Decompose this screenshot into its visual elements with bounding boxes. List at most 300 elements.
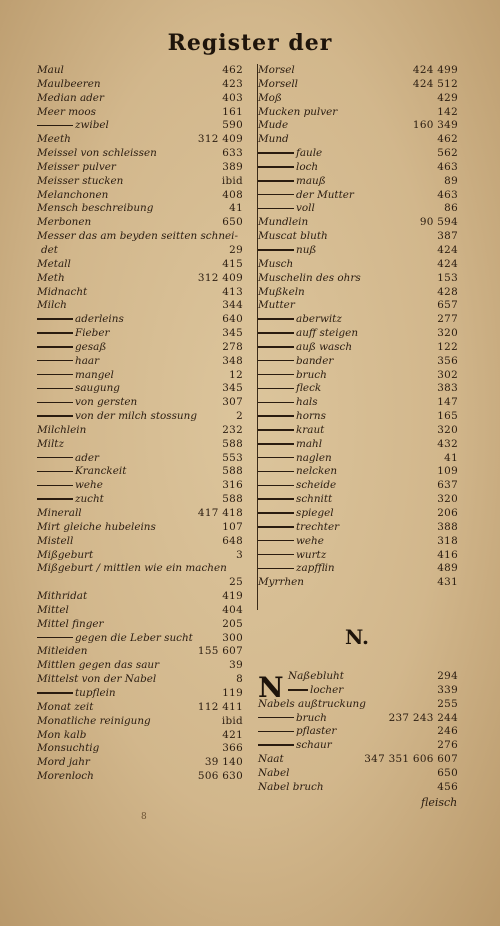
- index-entry: [37, 729, 243, 743]
- ditto-dash: [37, 402, 73, 404]
- entry-label: [258, 507, 334, 521]
- ditto-dash: [37, 346, 73, 348]
- page-reference: 356: [437, 354, 458, 367]
- ditto-dash: [258, 388, 294, 390]
- section-letter: N.: [345, 625, 369, 649]
- entry-text: Morenloch: [37, 770, 94, 783]
- entry-text: schnitt: [296, 493, 333, 506]
- index-entry: [258, 299, 458, 313]
- entry-label: [37, 161, 116, 175]
- entry-label: [37, 147, 157, 161]
- entry-text: Meissel von schleissen: [37, 147, 157, 160]
- entry-label: [37, 106, 96, 120]
- entry-text: naglen: [296, 451, 332, 464]
- index-entry: [258, 286, 458, 300]
- entry-text: Milchlein: [37, 423, 87, 436]
- entry-text: Mensch beschreibung: [37, 202, 154, 215]
- entry-text: Muscat bluth: [258, 230, 328, 243]
- index-entry: [258, 133, 458, 147]
- entry-text: voll: [296, 202, 315, 215]
- ditto-dash: [258, 360, 294, 362]
- page-reference: 320: [437, 423, 458, 436]
- index-entry: [258, 78, 458, 92]
- page-reference: 122: [437, 340, 458, 353]
- page-reference: 637: [437, 479, 458, 492]
- entry-text: Minerall: [37, 507, 82, 519]
- ditto-dash: [258, 526, 294, 528]
- ditto-dash: [37, 332, 73, 334]
- entry-label: [258, 521, 339, 535]
- entry-text: Mude: [258, 119, 289, 132]
- index-entry: [37, 299, 243, 313]
- index-entry: [37, 673, 243, 687]
- ditto-dash: [288, 689, 308, 691]
- entry-label: [37, 299, 67, 313]
- entry-label: [37, 438, 64, 452]
- entry-label: [258, 216, 308, 230]
- index-entry: [37, 244, 243, 258]
- entry-text: Mithridat: [37, 590, 88, 603]
- index-entry: [258, 767, 458, 781]
- ditto-dash: [258, 180, 294, 182]
- entry-text: Monatliche reinigung: [37, 714, 151, 727]
- entry-label: [37, 175, 123, 189]
- ditto-dash: [37, 318, 73, 320]
- entry-text: von der milch stossung: [75, 410, 197, 423]
- index-entry: [37, 216, 243, 230]
- page-reference: 416: [437, 548, 458, 561]
- entry-text: Mundlein: [258, 216, 309, 229]
- page-reference: 429: [437, 91, 458, 104]
- entry-label: [37, 327, 109, 341]
- ditto-dash: [37, 388, 73, 390]
- entry-text: Mißgeburt: [37, 548, 94, 561]
- entry-text: Monat zeit: [37, 700, 94, 713]
- entry-label: [37, 230, 238, 244]
- page-reference: 86: [444, 202, 458, 215]
- index-entry: [37, 576, 243, 590]
- entry-label: [258, 313, 342, 327]
- index-entry: [258, 258, 458, 272]
- index-entry: [37, 715, 243, 729]
- catchword: fleisch: [421, 796, 458, 809]
- entry-label: [258, 781, 324, 795]
- index-entry: [258, 576, 458, 590]
- ditto-dash: [258, 554, 294, 556]
- entry-text: Fieber: [75, 327, 110, 340]
- ditto-dash: [258, 208, 294, 210]
- page-reference: 41: [444, 451, 458, 464]
- page-reference: 424: [437, 257, 458, 270]
- entry-label: [258, 92, 282, 106]
- page-reference: 419: [222, 590, 243, 603]
- index-entry: [37, 632, 243, 646]
- entry-text: Musch: [258, 257, 294, 270]
- index-entry: [37, 286, 243, 300]
- page-reference: 294: [437, 670, 458, 682]
- entry-text: Milch: [37, 299, 67, 312]
- entry-label: [258, 272, 361, 286]
- index-entry: [258, 465, 458, 479]
- page-reference: 112 411: [197, 700, 243, 713]
- page-reference: 165: [437, 410, 458, 423]
- entry-text: Meer moos: [37, 105, 96, 118]
- index-entry: [258, 562, 458, 576]
- page-reference: 506 630: [197, 770, 243, 783]
- entry-label: [37, 729, 86, 743]
- entry-text: mauß: [296, 174, 326, 187]
- entry-label: [37, 410, 197, 424]
- index-entry: [258, 781, 458, 795]
- entry-text: Meisser stucken: [37, 174, 124, 187]
- entry-text: aberwitz: [296, 313, 342, 326]
- page-reference: 404: [222, 603, 243, 616]
- entry-text: trechter: [296, 520, 340, 533]
- page-reference: 462: [437, 133, 458, 146]
- index-entry: [37, 272, 243, 286]
- index-entry: [37, 756, 243, 770]
- index-entry: [37, 258, 243, 272]
- entry-label: [37, 119, 109, 133]
- page-reference: 316: [222, 479, 243, 492]
- page-reference: 553: [222, 451, 243, 464]
- index-entry: [258, 230, 458, 244]
- index-entry: [258, 549, 458, 563]
- entry-label: [258, 725, 336, 739]
- index-entry: [258, 119, 458, 133]
- page-reference: 12: [229, 368, 243, 381]
- entry-label: [37, 341, 106, 355]
- entry-text: pflaster: [296, 725, 337, 738]
- index-entry: [37, 521, 243, 535]
- entry-text: Moß: [258, 91, 282, 104]
- entry-text: Meeth: [37, 133, 71, 146]
- ditto-dash: [37, 637, 73, 639]
- index-entry: [258, 725, 458, 739]
- entry-text: bruch: [296, 368, 327, 381]
- entry-label: [37, 687, 116, 701]
- entry-text: Mistell: [37, 534, 74, 547]
- entry-label: [37, 286, 87, 300]
- entry-label: [258, 382, 321, 396]
- entry-label: [258, 369, 327, 383]
- index-entry: [258, 739, 458, 753]
- entry-label: [258, 712, 327, 726]
- ditto-dash: [258, 318, 294, 320]
- page-reference: 339: [437, 683, 458, 696]
- page-reference: 463: [437, 160, 458, 173]
- page-reference: 89: [444, 174, 458, 187]
- index-entry: [37, 133, 243, 147]
- index-entry: [37, 687, 243, 701]
- index-entry: [37, 230, 243, 244]
- entry-label: [37, 507, 82, 521]
- index-entry: [37, 355, 243, 369]
- page-reference: 320: [437, 493, 458, 506]
- ditto-dash: [37, 415, 73, 417]
- page-reference: 90 594: [419, 216, 458, 229]
- page-reference: 300: [222, 631, 243, 644]
- signature-mark: 8: [141, 812, 147, 822]
- index-entry: [258, 396, 458, 410]
- entry-label: [37, 659, 159, 673]
- ditto-dash: [258, 744, 294, 746]
- index-entry: [37, 507, 243, 521]
- page-reference: 39: [229, 659, 243, 672]
- index-entry: [37, 424, 243, 438]
- entry-label: [258, 396, 318, 410]
- index-entry: [258, 410, 458, 424]
- index-entry: [37, 604, 243, 618]
- page-reference: 142: [437, 105, 458, 118]
- entry-text: bruch: [296, 711, 327, 724]
- entry-text: Monsuchtig: [37, 742, 100, 755]
- ditto-dash: [258, 249, 294, 251]
- entry-label: [37, 632, 193, 646]
- entry-text: Mittel finger: [37, 617, 104, 630]
- index-entry: [37, 645, 243, 659]
- entry-text: aderleins: [75, 313, 124, 326]
- page-reference: 366: [222, 742, 243, 755]
- page-reference: 345: [222, 382, 243, 395]
- entry-text: Melanchonen: [37, 188, 109, 201]
- entry-text: Median ader: [37, 91, 104, 104]
- ditto-dash: [258, 443, 294, 445]
- index-entry: [258, 452, 458, 466]
- index-entry: [37, 119, 243, 133]
- page-reference: 41: [229, 202, 243, 215]
- entry-text: Nabel: [258, 766, 290, 779]
- page-reference: 107: [222, 520, 243, 533]
- left-column: [37, 64, 243, 784]
- entry-text: loch: [296, 160, 319, 173]
- ditto-dash: [258, 194, 294, 196]
- entry-text: ader: [75, 451, 99, 464]
- page-reference: 640: [222, 313, 243, 326]
- entry-text: nuß: [296, 243, 317, 256]
- entry-label: [37, 549, 93, 563]
- entry-text: wehe: [75, 479, 103, 492]
- index-entry: [37, 590, 243, 604]
- ditto-dash: [258, 512, 294, 514]
- entry-text: Messer das am beyden seitten schnei-: [37, 230, 238, 243]
- entry-label: [288, 670, 344, 684]
- page-reference: 153: [437, 271, 458, 284]
- entry-text: mahl: [296, 437, 323, 450]
- entry-text: faule: [296, 147, 323, 160]
- page-reference: 417 418: [197, 507, 243, 519]
- entry-text: saugung: [75, 382, 120, 395]
- entry-text: auff steigen: [296, 327, 359, 340]
- page-reference: 205: [222, 617, 243, 630]
- index-entry: [37, 410, 243, 424]
- page-reference: 276: [437, 739, 458, 752]
- index-entry: [37, 382, 243, 396]
- page-reference: 590: [222, 119, 243, 132]
- entry-label: [258, 175, 326, 189]
- entry-label: [258, 355, 333, 369]
- entry-label: [258, 258, 293, 272]
- page-reference: 312 409: [197, 271, 243, 284]
- entry-label: [258, 424, 324, 438]
- index-entry: [37, 535, 243, 549]
- entry-label: [37, 701, 93, 715]
- page-reference: 388: [437, 520, 458, 533]
- page-reference: 588: [222, 493, 243, 506]
- entry-label: [37, 355, 99, 369]
- entry-label: [258, 230, 328, 244]
- ditto-dash: [258, 717, 294, 719]
- entry-label: [37, 756, 90, 770]
- index-entry: [37, 175, 243, 189]
- entry-label: [258, 189, 354, 203]
- index-entry: [258, 382, 458, 396]
- entry-label: [258, 452, 332, 466]
- index-entry: [258, 684, 458, 698]
- ditto-dash: [258, 374, 294, 376]
- page-reference: ibid: [221, 174, 243, 187]
- entry-label: [288, 684, 343, 698]
- entry-label: [258, 64, 295, 78]
- page-reference: 3: [236, 548, 243, 561]
- entry-text: Kranckeit: [75, 465, 127, 478]
- index-entry: [37, 369, 243, 383]
- page-reference: 403: [222, 91, 243, 104]
- page-reference: 312 409: [197, 133, 243, 146]
- entry-text: hals: [296, 396, 318, 409]
- entry-text: wurtz: [296, 548, 327, 561]
- entry-text: Mirt gleiche hubeleins: [37, 520, 156, 533]
- entry-text: Mittelst von der Nabel: [37, 673, 157, 686]
- entry-text: Morsell: [258, 77, 298, 90]
- entry-label: [37, 452, 99, 466]
- index-entry: [37, 78, 243, 92]
- entry-text: Maul: [37, 64, 64, 76]
- index-entry: [258, 479, 458, 493]
- entry-label: [37, 493, 104, 507]
- entry-label: [258, 147, 322, 161]
- entry-text: kraut: [296, 423, 325, 436]
- entry-text: zucht: [75, 493, 104, 506]
- ditto-dash: [37, 374, 73, 376]
- entry-label: [258, 299, 295, 313]
- index-entry: [258, 272, 458, 286]
- page-reference: 348: [222, 354, 243, 367]
- ditto-dash: [258, 402, 294, 404]
- entry-text: Mißgeburt / mittlen wie ein machen: [37, 562, 227, 575]
- entry-label: [258, 535, 324, 549]
- page-reference: 237 243 244: [388, 711, 458, 724]
- index-entry: [37, 465, 243, 479]
- entry-text: Myrrhen: [258, 576, 304, 589]
- right-column: [258, 64, 458, 590]
- entry-label: [37, 313, 124, 327]
- entry-text: von gersten: [75, 396, 138, 409]
- page-reference: 278: [222, 340, 243, 353]
- n-section-column: [258, 670, 458, 795]
- page-reference: 489: [437, 562, 458, 575]
- entry-label: [258, 493, 332, 507]
- entry-text: gegen die Leber sucht: [75, 631, 193, 644]
- entry-text: Mund: [258, 133, 289, 146]
- ditto-dash: [258, 346, 294, 348]
- index-entry: [258, 753, 458, 767]
- ditto-dash: [37, 125, 73, 127]
- entry-label: [37, 562, 227, 576]
- entry-label: [37, 673, 156, 687]
- index-entry: [37, 396, 243, 410]
- index-entry: [258, 670, 458, 684]
- entry-label: [258, 562, 335, 576]
- entry-label: [258, 767, 289, 781]
- page-reference: 588: [222, 465, 243, 478]
- page-reference: 320: [437, 327, 458, 340]
- page-reference: 344: [222, 299, 243, 312]
- page-reference: 160 349: [412, 119, 458, 132]
- index-entry: [37, 452, 243, 466]
- entry-text: fleck: [296, 382, 322, 395]
- entry-text: Metall: [37, 257, 71, 270]
- page-reference: 657: [437, 299, 458, 312]
- index-entry: [37, 493, 243, 507]
- index-entry: [258, 161, 458, 175]
- entry-text: Merbonen: [37, 216, 92, 229]
- entry-label: [258, 119, 288, 133]
- page-reference: 413: [222, 285, 243, 298]
- entry-label: [258, 739, 332, 753]
- entry-label: [37, 396, 137, 410]
- entry-label: [37, 521, 156, 535]
- ditto-dash: [258, 498, 294, 500]
- ditto-dash: [258, 731, 294, 733]
- entry-text: Mutter: [258, 299, 295, 312]
- page-reference: 383: [437, 382, 458, 395]
- index-entry: [258, 147, 458, 161]
- entry-label: [37, 715, 151, 729]
- index-entry: [258, 535, 458, 549]
- entry-label: [37, 258, 71, 272]
- index-entry: [258, 355, 458, 369]
- entry-text: Mord jahr: [37, 756, 90, 769]
- entry-text: Midnacht: [37, 285, 88, 298]
- entry-label: [258, 202, 315, 216]
- entry-label: [37, 92, 104, 106]
- entry-label: [37, 465, 126, 479]
- page-reference: 109: [437, 465, 458, 478]
- page-reference: 408: [222, 188, 243, 201]
- index-entry: [258, 106, 458, 120]
- index-entry: [258, 493, 458, 507]
- page-reference: 463: [437, 188, 458, 201]
- index-entry: [37, 327, 243, 341]
- entry-text: wehe: [296, 534, 324, 547]
- page-reference: 415: [222, 257, 243, 270]
- page-reference: 424 499: [412, 64, 458, 76]
- entry-label: [258, 286, 305, 300]
- index-entry: [258, 369, 458, 383]
- index-entry: [37, 313, 243, 327]
- index-entry: [258, 216, 458, 230]
- page-reference: 345: [222, 327, 243, 340]
- page-reference: 2: [236, 410, 243, 423]
- entry-text: schaur: [296, 739, 332, 752]
- entry-text: tupflein: [75, 686, 116, 699]
- index-entry: [37, 161, 243, 175]
- entry-label: [37, 742, 99, 756]
- entry-label: [37, 78, 101, 92]
- index-entry: [37, 92, 243, 106]
- page-reference: 432: [437, 437, 458, 450]
